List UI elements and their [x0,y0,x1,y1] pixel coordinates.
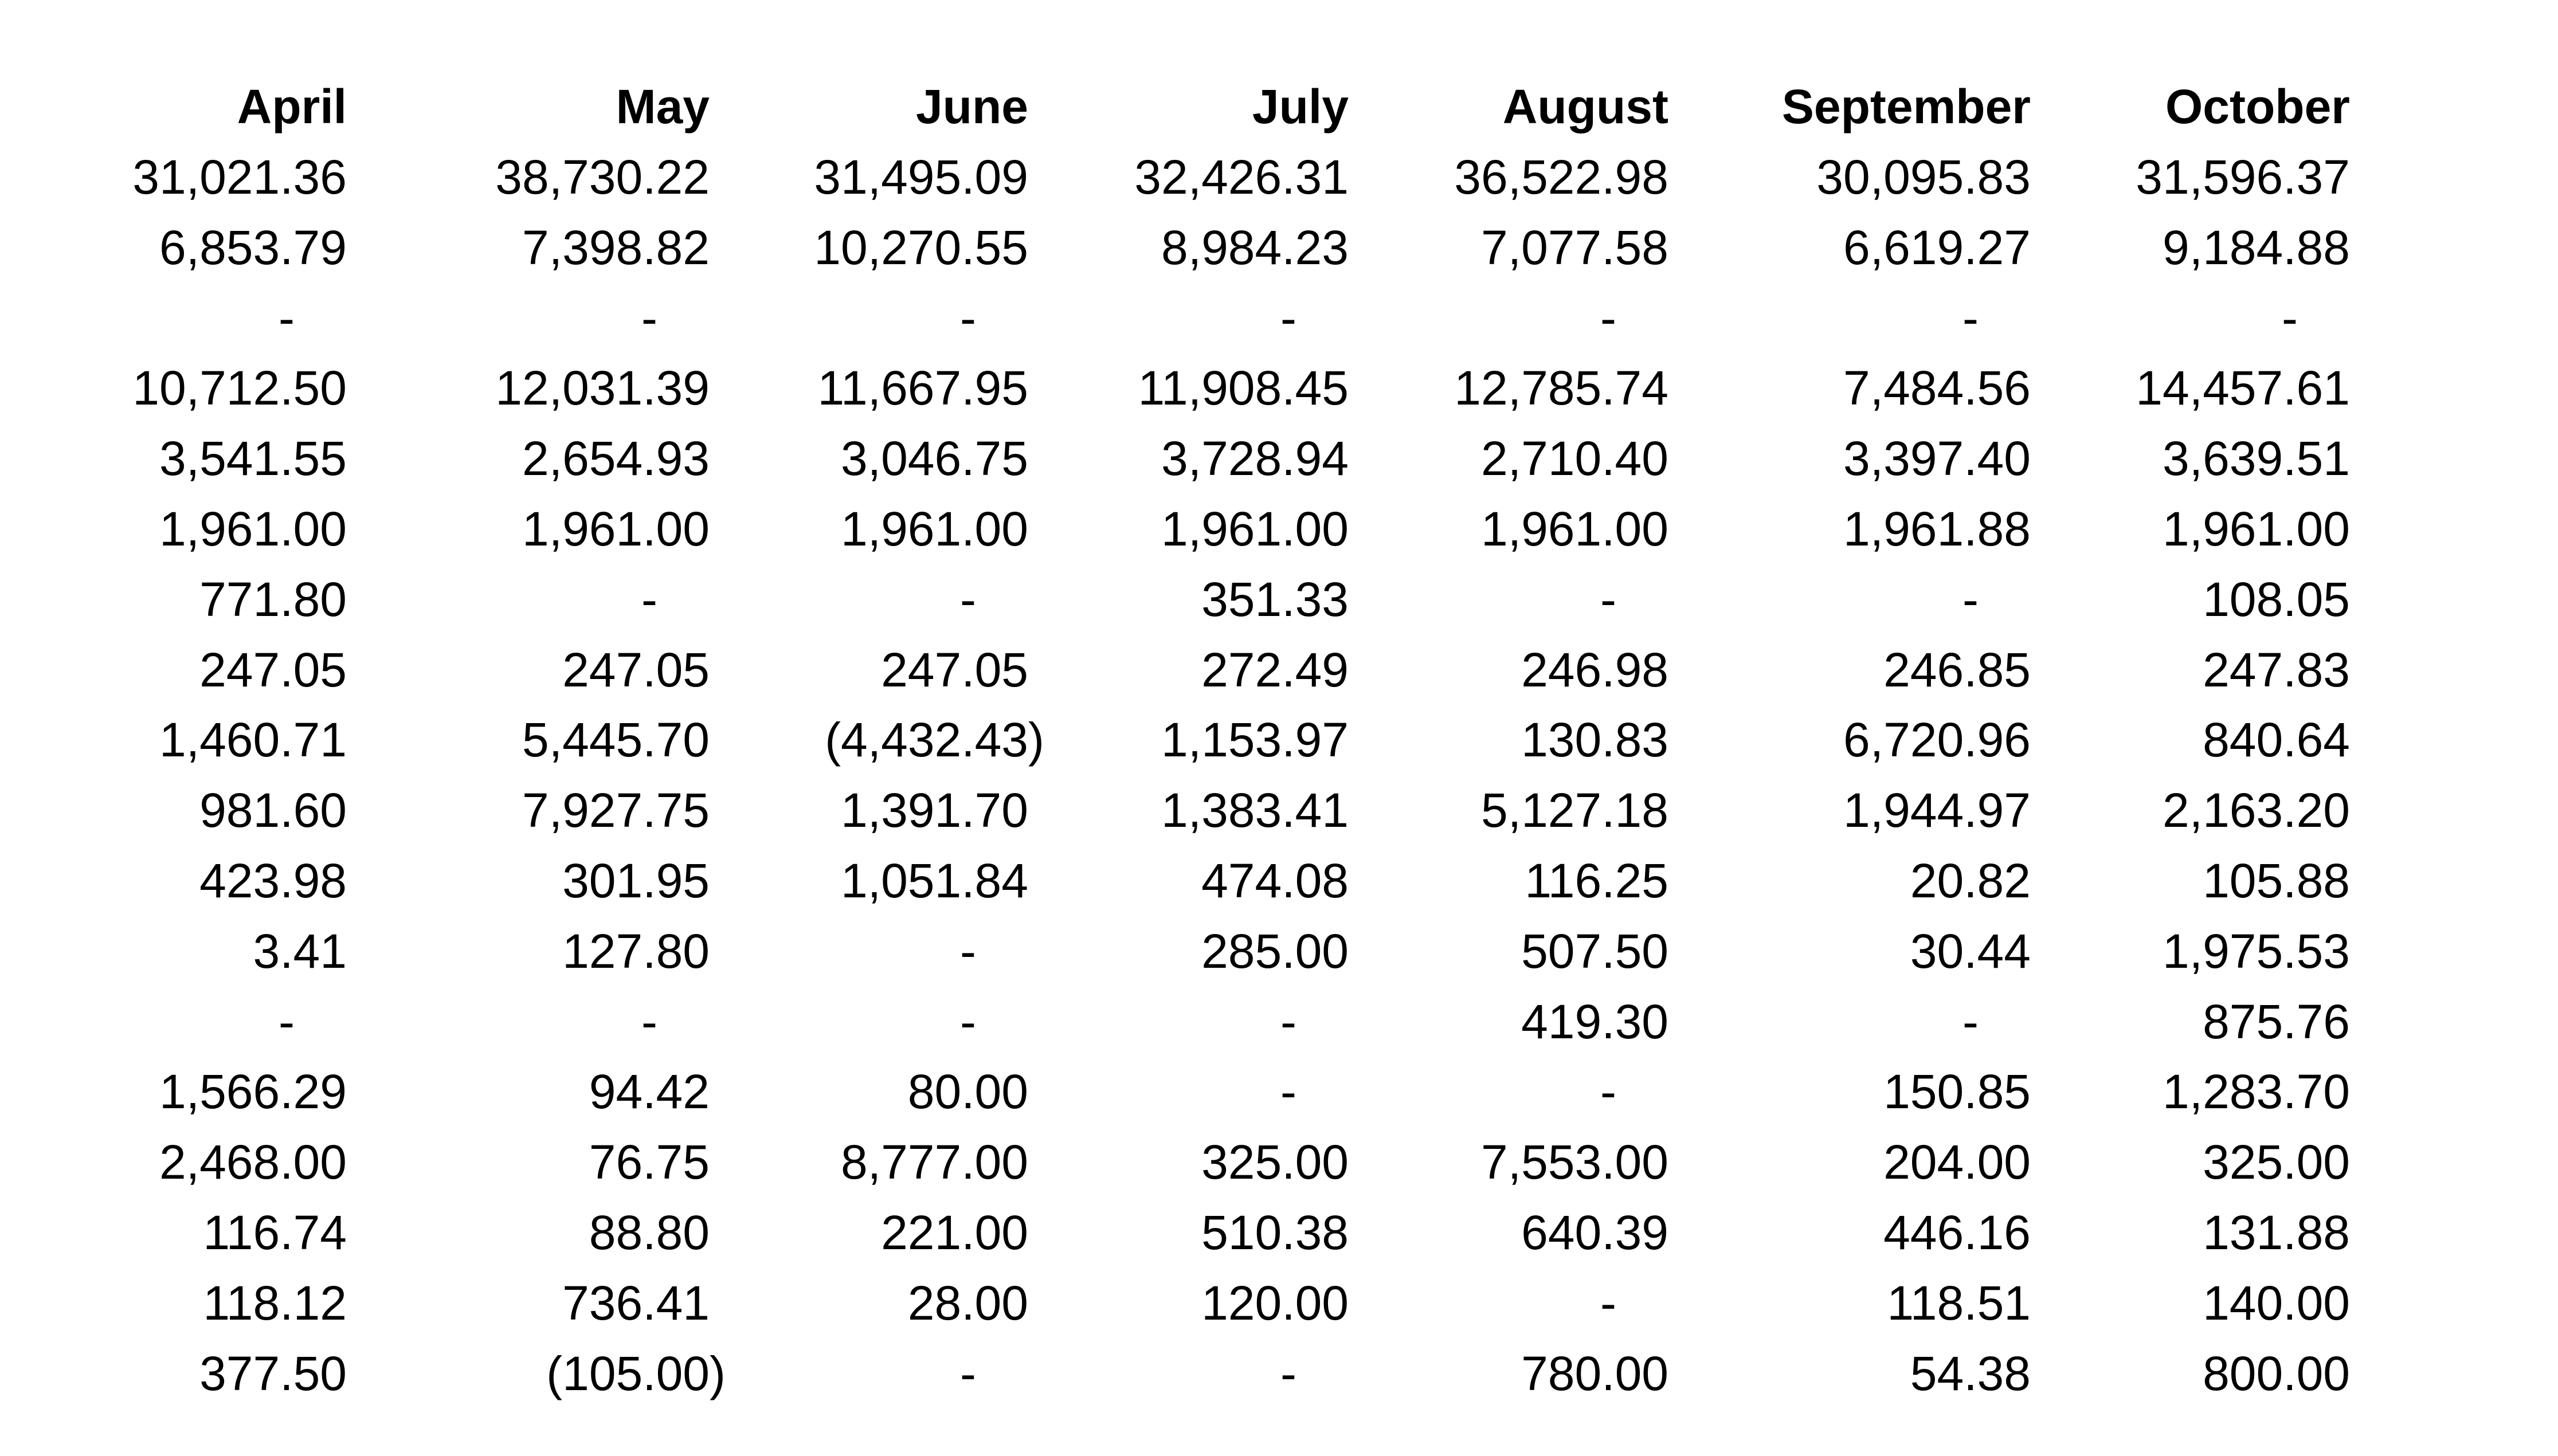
table-cell: 780.00 [1521,1346,1668,1400]
table-cell: 3.41 [253,924,347,978]
column-header-july: July [1252,80,1349,134]
table-cell: 221.00 [881,1206,1028,1259]
table-cell: 2,468.00 [159,1135,347,1190]
table-cell: 325.00 [1201,1135,1349,1190]
table-cell: 7,077.58 [1481,220,1668,274]
table-cell: 419.30 [1521,994,1668,1049]
table-cell: 246.98 [1521,642,1668,697]
table-cell: 1,961.00 [1161,502,1349,556]
table-cell: 640.39 [1521,1206,1668,1259]
table-cell: 36,522.98 [1454,150,1668,204]
table-cell: 875.76 [2203,994,2350,1049]
table-cell: - [1600,1065,1616,1119]
table-cell: 1,961.00 [841,502,1028,556]
column-header-august: August [1502,80,1668,134]
table-cell: 1,051.84 [841,854,1028,908]
table-cell: 7,484.56 [1843,361,2031,415]
column-header-september: September [1781,80,2031,134]
table-cell: - [2282,291,2298,345]
table-cell: 1,383.41 [1161,783,1349,838]
table-cell: 474.08 [1201,854,1349,908]
table-cell: 246.85 [1883,642,2031,697]
table-cell: 1,460.71 [159,713,347,767]
table-cell: 76.75 [589,1135,710,1190]
table-cell: (4,432.43) [825,713,1044,767]
table-cell: 130.83 [1521,713,1668,767]
table-cell: 10,270.55 [814,220,1028,274]
column-header-may: May [616,80,710,134]
table-cell: - [279,291,295,345]
table-cell: - [641,572,657,626]
table-cell: - [1600,291,1616,345]
table-cell: - [1280,994,1296,1049]
table-cell: 3,728.94 [1161,431,1349,486]
table-cell: - [960,1346,976,1400]
table-cell: 32,426.31 [1134,150,1349,204]
table-cell: 1,975.53 [2163,924,2350,978]
table-cell: 840.64 [2203,713,2350,767]
table-cell: 31,495.09 [814,150,1028,204]
table-cell: 1,961.00 [522,502,710,556]
table-cell: 8,777.00 [841,1135,1028,1190]
table-cell: 204.00 [1883,1135,2031,1190]
table-cell: 30,095.83 [1816,150,2031,204]
table-cell: 11,908.45 [1138,361,1349,415]
table-cell: 377.50 [199,1346,347,1400]
column-header-october: October [2165,80,2350,134]
column-header-april: April [237,80,347,134]
table-cell: 28.00 [907,1276,1028,1330]
table-cell: 7,398.82 [522,220,710,274]
table-cell: - [1962,572,1979,626]
table-cell: - [960,572,976,626]
table-cell: - [960,924,976,978]
table-cell: 116.74 [203,1206,347,1259]
table-cell: - [1280,291,1296,345]
table-cell: 12,031.39 [495,361,710,415]
table-cell: 6,720.96 [1843,713,2031,767]
table-cell: 272.49 [1201,642,1349,697]
table-cell: 1,283.70 [2163,1065,2350,1119]
table-cell: 285.00 [1201,924,1349,978]
table-cell: 30.44 [1910,924,2031,978]
table-cell: 54.38 [1910,1346,2031,1400]
table-cell: (105.00) [546,1346,726,1400]
table-cell: - [1600,572,1616,626]
column-header-june: June [915,80,1028,134]
table-cell: - [1600,1276,1616,1330]
table-cell: 301.95 [562,854,710,908]
table-cell: 1,153.97 [1161,713,1349,767]
table-cell: - [960,291,976,345]
table-cell: 20.82 [1910,854,2031,908]
table-cell: 6,853.79 [159,220,347,274]
table-cell: - [1280,1065,1296,1119]
table-cell: 446.16 [1883,1206,2031,1259]
table-cell: 88.80 [589,1206,710,1259]
table-cell: 2,710.40 [1481,431,1668,486]
table-cell: 3,639.51 [2163,431,2350,486]
table-cell: 351.33 [1201,572,1349,626]
table-cell: 31,596.37 [2136,150,2350,204]
table-cell: 423.98 [199,854,347,908]
table-cell: 247.05 [881,642,1028,697]
table-cell: 14,457.61 [2136,361,2350,415]
table-cell: - [1962,291,1979,345]
table-cell: 247.05 [562,642,710,697]
table-cell: 150.85 [1883,1065,2031,1119]
table-cell: 247.05 [199,642,347,697]
table-cell: 118.12 [203,1276,347,1330]
table-cell: 7,553.00 [1481,1135,1668,1190]
table-cell: 11,667.95 [817,361,1028,415]
table-cell: 140.00 [2203,1276,2350,1330]
table-cell: 1,944.97 [1843,783,2031,838]
table-cell: 1,961.00 [1481,502,1668,556]
table-cell: 1,566.29 [159,1065,347,1119]
table-cell: - [641,994,657,1049]
table-cell: 94.42 [589,1065,710,1119]
table-cell: 3,046.75 [841,431,1028,486]
table-cell: 105.88 [2203,854,2350,908]
table-cell: 2,654.93 [522,431,710,486]
table-cell: 7,927.75 [522,783,710,838]
table-cell: 2,163.20 [2163,783,2350,838]
table-cell: 5,445.70 [522,713,710,767]
table-cell: 3,541.55 [159,431,347,486]
table-cell: 6,619.27 [1843,220,2031,274]
table-cell: 10,712.50 [132,361,347,415]
table-cell: 120.00 [1201,1276,1349,1330]
table-cell: 800.00 [2203,1346,2350,1400]
table-cell: - [960,994,976,1049]
table-cell: 507.50 [1521,924,1668,978]
table-cell: - [641,291,657,345]
table-cell: 108.05 [2203,572,2350,626]
table-cell: 80.00 [907,1065,1028,1119]
table-cell: 31,021.36 [132,150,347,204]
table-cell: - [1280,1346,1296,1400]
table-cell: 12,785.74 [1454,361,1668,415]
table-cell: 9,184.88 [2163,220,2350,274]
table-cell: 8,984.23 [1161,220,1349,274]
table-cell: 981.60 [199,783,347,838]
table-cell: - [1962,994,1979,1049]
table-cell: 1,961.00 [159,502,347,556]
table-cell: 127.80 [562,924,710,978]
table-cell: 38,730.22 [495,150,710,204]
table-cell: 1,961.00 [2163,502,2350,556]
table-cell: 116.25 [1525,854,1668,908]
table-cell: 131.88 [2203,1206,2350,1259]
table-cell: 1,961.88 [1843,502,2031,556]
table-cell: 736.41 [562,1276,710,1330]
table-cell: - [279,994,295,1049]
table-cell: 247.83 [2203,642,2350,697]
table-cell: 118.51 [1887,1276,2031,1330]
table-cell: 3,397.40 [1843,431,2031,486]
table-cell: 510.38 [1201,1206,1349,1259]
table-cell: 1,391.70 [841,783,1028,838]
table-cell: 5,127.18 [1481,783,1668,838]
table-cell: 771.80 [199,572,347,626]
table-cell: 325.00 [2203,1135,2350,1190]
